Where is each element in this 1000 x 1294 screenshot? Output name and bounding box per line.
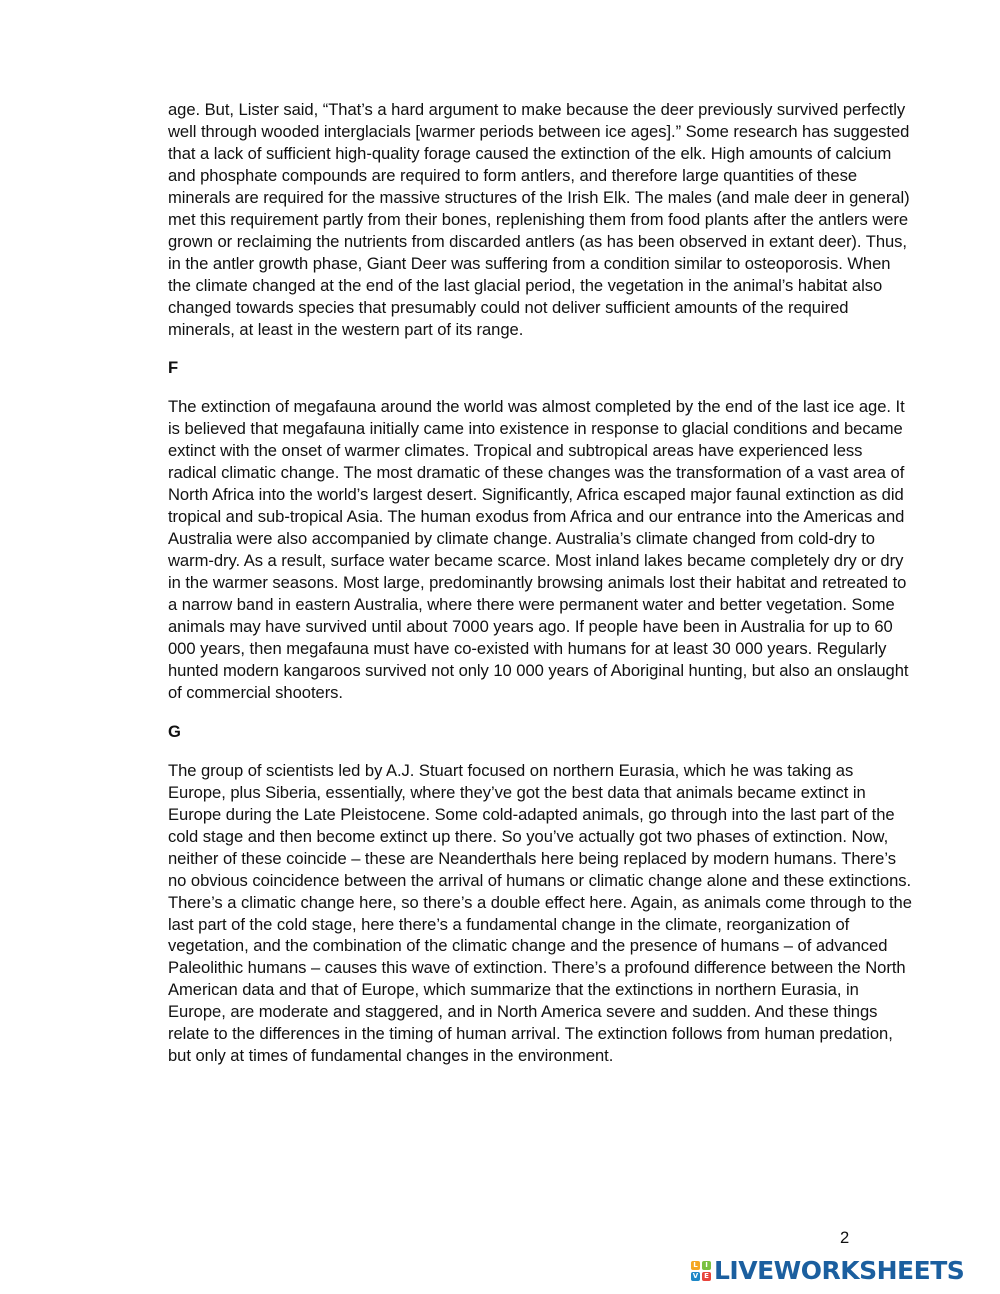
logo-cell: V	[692, 1272, 699, 1280]
section-label-g: G	[168, 721, 181, 741]
liveworksheets-logo[interactable]	[691, 1256, 964, 1286]
paragraph-f: The extinction of megafauna around the world was almost completed by the end of the last ice age. It is believed that megafauna initially came into existence in response to glacial conditions and became extinct with the onset of warmer climates. Tropical and subtropical areas have experienced less radical climatic change. The most dramatic of these changes was the transformation of a vast area of North Africa into the world’s largest desert. Significantly, Africa escaped major faunal extinction as did tropical and sub-tropical Asia. The human exodus from Africa and our entrance into the Americas and Australia were also accompanied by climate change. Australia’s climate changed from cold-dry to warm-dry. As a result, surface water became scarce. Most inland lakes became completely dry or dry in the warmer seasons. Most large, predominantly browsing animals lost their habitat and retreated to a narrow band in eastern Australia, where there were permanent water and better vegetation. Some animals may have survived until about 7000 years ago. If people have been in Australia for up to 60 000 years, then megafauna must have co-existed with humans for at least 30 000 years. Regularly hunted modern kangaroos survived not only 10 000 years of Aboriginal hunting, but also an onslaught of commercial shooters.	[168, 397, 909, 702]
logo-cell: I	[702, 1261, 711, 1270]
page-number: 2	[840, 1228, 850, 1247]
logo-cell: E	[702, 1272, 711, 1281]
logo-brand-name: LIVEWORKSHEETS	[714, 1256, 965, 1285]
logo-cell: L	[691, 1261, 700, 1270]
paragraph-e-continued: age. But, Lister said, “That’s a hard argument to make because the deer previously survived perfectly well through wooded interglacials [warmer periods between ice ages].” Some research has suggested that a lack of sufficient high-quality forage caused the extinction of the elk. High amounts of calcium and phosphate compounds are required to form antlers, and therefore large quantities of these minerals are required for the massive structures of the Irish Elk. The males (and male deer in general) met this requirement partly from their bones, replenishing them from food plants after the antlers were grown or reclaiming the nutrients from discarded antlers (as has been observed in extant deer). Thus, in the antler growth phase, Giant Deer was suffering from a condition similar to osteoporosis. When the climate changed at the end of the last glacial period, the vegetation in the animal’s habitat also changed towards species that presumably could not deliver sufficient amounts of the required minerals, at least in the western part of its range.	[168, 100, 910, 339]
logo-blocks-icon	[691, 1261, 711, 1281]
paragraph-g: The group of scientists led by A.J. Stuart focused on northern Eurasia, which he was taking as Europe, plus Siberia, essentially, where they’ve got the best data that animals became extinct in Europe during the Late Pleistocene. Some cold-adapted animals, go through into the last part of the cold stage and then become extinct up there. So you’ve actually got two phases of extinction. Now, neither of these coincide – these are Neanderthals here being replaced by modern humans. There’s no obvious coincidence between the arrival of humans or climatic change alone and these extinctions. There’s a climatic change here, so there’s a double effect here. Again, as animals come through to the last part of the cold stage, here there’s a fundamental change in the climate, reorganization of vegetation, and the combination of the climatic change and the presence of humans – of advanced Paleolithic humans – causes this wave of extinction. There’s a profound difference between the North American data and that of Europe, which summarize that the extinctions in northern Eurasia, in Europe, are moderate and staggered, and in North America severe and sudden. And these things relate to the differences in the timing of human arrival. The extinction follows from human predation, but only at times of fundamental changes in the environment.	[168, 760, 912, 1066]
document-body	[168, 99, 913, 1067]
section-label-f: F	[168, 358, 179, 378]
